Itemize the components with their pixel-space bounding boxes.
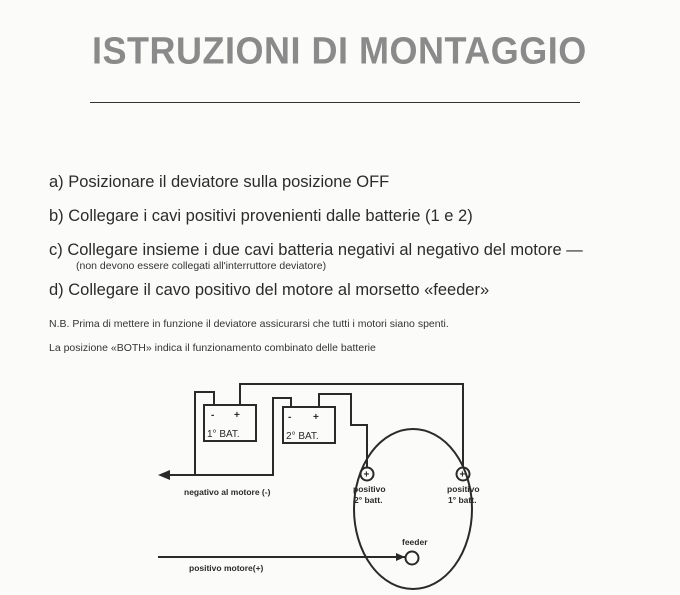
step-a: a) Posizionare il deviatore sulla posizione OFF	[49, 173, 390, 191]
battery-2-label: 2° BAT.	[286, 431, 319, 442]
terminal-1-plus: +	[459, 469, 466, 481]
step-d: d) Collegare il cavo positivo del motore al morsetto «feeder»	[49, 281, 490, 299]
positive-motor-label: positivo motore(+)	[189, 563, 264, 573]
page-title: ISTRUZIONI DI MONTAGGIO	[92, 28, 587, 72]
negative-motor-label: negativo al motore (-)	[184, 487, 271, 497]
battery-1-label: 1° BAT.	[207, 429, 240, 440]
step-c-note: (non devono essere collegati all'interruttore deviatore)	[76, 260, 327, 272]
terminal-2-plus: +	[363, 469, 370, 481]
terminal-2-label-line1: positivo	[353, 484, 386, 494]
terminal-2-label-line2: 2° batt.	[354, 495, 383, 505]
battery-1-plus: +	[234, 410, 240, 421]
battery-1-minus: -	[211, 410, 215, 421]
both-note: La posizione «BOTH» indica il funzionamento combinato delle batterie	[49, 342, 376, 354]
positive-wire-2	[319, 394, 367, 467]
battery-2-minus: -	[288, 412, 292, 423]
feeder-label: feeder	[402, 537, 428, 547]
terminal-feeder	[406, 552, 419, 565]
terminal-1-label-line2: 1° batt.	[448, 495, 477, 505]
negative-arrow	[158, 470, 170, 480]
nb-note: N.B. Prima di mettere in funzione il deviatore assicurarsi che tutti i motori siano spenti.	[49, 318, 449, 330]
battery-2-plus: +	[313, 412, 319, 423]
step-b: b) Collegare i cavi positivi provenienti dalle batterie (1 e 2)	[49, 207, 473, 225]
step-c: c) Collegare insieme i due cavi batteria negativi al negativo del motore —	[49, 241, 583, 259]
positive-arrow	[396, 553, 405, 561]
terminal-1-label-line1: positivo	[447, 484, 480, 494]
